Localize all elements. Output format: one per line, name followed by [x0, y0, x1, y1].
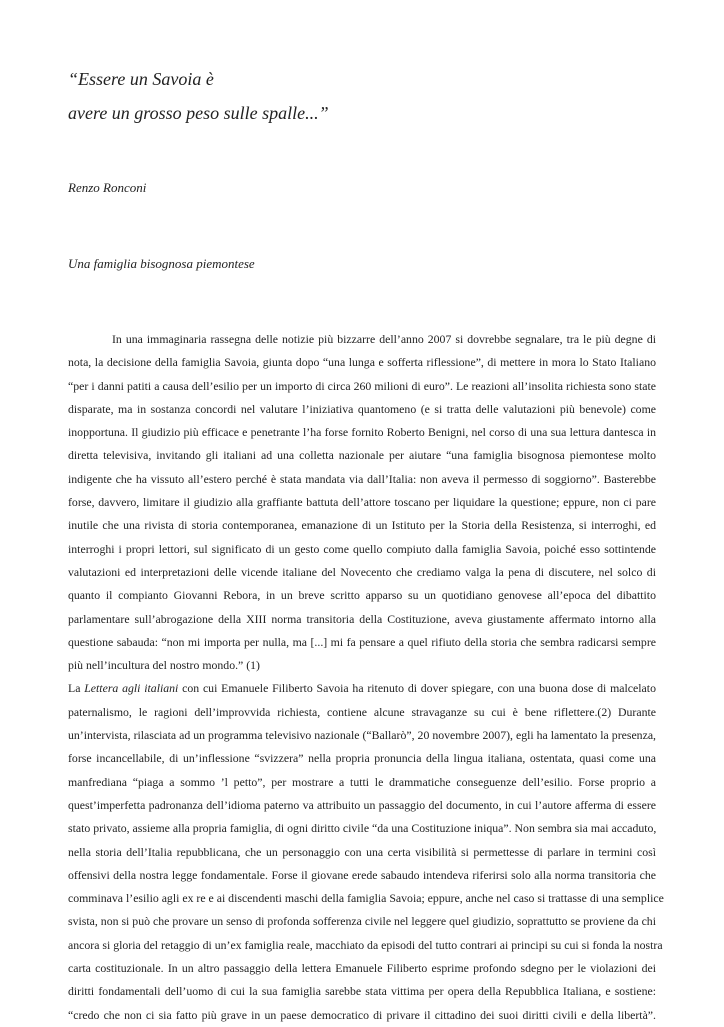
- title-line-1: “Essere un Savoia è: [68, 69, 214, 89]
- text-line: stato privato, assieme alla propria famiglia, di ogni diritto civile “da una Costituzione iniqua”. Non sembra sia mai accaduto,: [68, 821, 657, 836]
- text-line: [68, 677, 656, 700]
- text-line: “credo che non ci sia fatto più grave in un paese democratico di privare il cittadino dei suoi diritti civili e della libertà”.: [68, 1007, 656, 1022]
- text-line: comminava l’esilio agli ex re e ai discendenti maschi della famiglia Savoia; eppure, anche nel caso si trattasse di una semplice: [68, 891, 664, 906]
- paragraph-2: [68, 677, 664, 1026]
- text-line: quanto il compianto Giovanni Rebora, in un breve scritto apparso su un quotidiano genovese all’epoca del dibattito: [68, 588, 656, 603]
- author-name: Renzo Ronconi: [68, 180, 147, 195]
- text-line: inutile che una rivista di storia contemporanea, emanazione di un Istituto per la Storia della Resistenza, si interroghi, ed: [68, 518, 656, 533]
- text-line: manfrediana “piaga a sommo ’l petto”, per mostrare a tutti le drammatiche conseguenze dell’esilio. Forse proprio a: [68, 774, 656, 789]
- text-fragment: con cui Emanuele Filiberto Savoia ha ritenuto di dover spiegare, con una buona dose di malcelato: [178, 681, 656, 696]
- text-line: ancora si gloria del retaggio di un’ex famiglia reale, macchiato da episodi del tutto contrari ai principi su cui si fonda la nostra: [68, 937, 663, 952]
- text-line: indigente che ha vissuto all’estero perché è stata mandata via dall’Italia: non aveva il permesso di soggiorno”. Basterebbe: [68, 471, 656, 486]
- text-line: diretta televisiva, invitando gli italiani ad una colletta nazionale per aiutare “una famiglia bisognosa piemontese molto: [68, 448, 656, 463]
- text-fragment: La: [68, 681, 85, 696]
- text-line: nella storia dell’Italia repubblicana, che un personaggio con una certa visibilità si permettesse di parlare in termini così: [68, 844, 656, 859]
- text-line: un’intervista, rilasciata ad un programma televisivo nazionale (“Ballarò”, 20 novembre 2007), egli ha lamentato la presenza,: [68, 728, 656, 743]
- section-title: Una famiglia bisognosa piemontese: [68, 256, 255, 271]
- text-line: inopportuna. Il giudizio più efficace e penetrante l’ha forse fornito Roberto Benigni, nel corso di una sua lettura dantesca in: [68, 425, 656, 440]
- document-title: [68, 62, 329, 130]
- text-line: interroghi i propri lettori, sul significato di un gesto come quello compiuto dalla famiglia Savoia, poiché esso sottintende: [68, 541, 656, 556]
- text-line: valutazioni ed interpretazioni delle vicende italiane del Novecento che crediamo valga la pena di discutere, nel solco di: [68, 564, 656, 579]
- text-line: “per i danni patiti a causa dell’esilio per un importo di circa 260 milioni di euro”. Le reazioni all’insolita richiesta sono state: [68, 378, 656, 393]
- title-line-2: avere un grosso peso sulle spalle...”: [68, 103, 329, 123]
- letter-title-italic: Lettera agli italiani: [84, 681, 179, 696]
- text-line: forse incancellabile, di un’inflessione “svizzera” nella propria pronuncia della lingua italiana, ostentata, quasi come una: [68, 751, 656, 766]
- paragraph-1: [68, 328, 656, 677]
- text-line: parlamentare sull’abrogazione della XIII norma transitoria della Costituzione, aveva giustamente affermato intorno alla: [68, 611, 656, 626]
- text-line: In una immaginaria rassegna delle notizie più bizzarre dell’anno 2007 si dovrebbe segnalare, tra le più degne di: [112, 332, 656, 346]
- text-line: più nell’incultura del nostro mondo.” (1): [68, 658, 260, 673]
- text-line: svista, non si può che provare un senso di profonda sofferenza civile nel leggere quel giudizio, soprattutto se proviene da chi: [68, 914, 656, 929]
- text-line: disparate, ma in sostanza concordi nel valutare l’iniziativa quantomeno (e si tratta delle valutazioni più benevole) come: [68, 401, 656, 416]
- text-line: forse, davvero, limitare il giudizio alla graffiante battuta dell’attore toscano per liquidare la questione; eppure, non ci pare: [68, 495, 656, 510]
- text-line: carta costituzionale. In un altro passaggio della lettera Emanuele Filiberto esprime profondo sdegno per le violazioni dei: [68, 961, 656, 976]
- text-line: paternalismo, le ragioni dell’improvvida richiesta, contiene alcune stravaganze su cui è bene riflettere.(2) Durante: [68, 704, 656, 719]
- text-line: quest’imperfetta padronanza dell’idioma paterno va attribuito un passaggio del documento, in cui l’autore afferma di essere: [68, 797, 656, 812]
- body-text: [68, 328, 664, 1027]
- text-line: nota, la decisione della famiglia Savoia, giunta dopo “una lunga e sofferta riflessione”, di mettere in mora lo Stato Italiano: [68, 355, 656, 370]
- text-line: diritti fondamentali dell’uomo di cui la sua famiglia sarebbe stata vittima per opera della Repubblica Italiana, e sostiene:: [68, 984, 656, 999]
- text-line: questione sabauda: “non mi importa per nulla, ma [...] mi fa pensare a quel rifiuto della storia che sembra radicarsi sempre: [68, 634, 656, 649]
- text-line: offensivi della nostra legge fondamentale. Forse il giovane erede sabaudo intendeva riferirsi solo alla norma transitoria che: [68, 867, 656, 882]
